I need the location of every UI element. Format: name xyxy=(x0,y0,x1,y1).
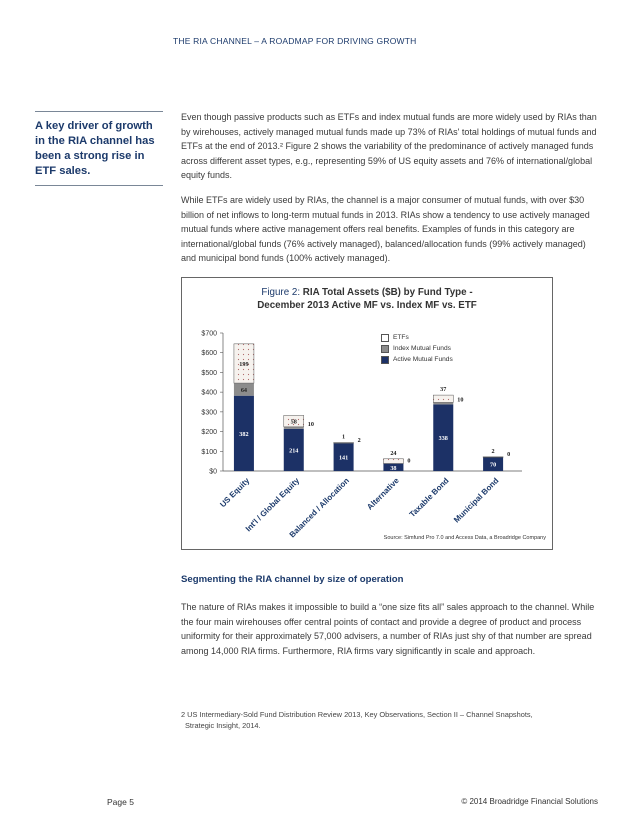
y-tick-label: $100 xyxy=(201,448,217,456)
data-label: 10 xyxy=(457,396,464,404)
y-tick-label: $0 xyxy=(209,468,217,476)
y-tick-label: $500 xyxy=(201,369,217,377)
legend-entry xyxy=(381,343,453,354)
y-tick-label: $400 xyxy=(201,389,217,397)
data-label: 24 xyxy=(390,449,397,457)
bar-segment xyxy=(284,427,304,429)
data-label: 58 xyxy=(290,418,297,426)
paragraph-2: While ETFs are widely used by RIAs, the channel is a major consumer of mutual funds, with over $30 billion of net inflows to long-term mutual funds in 2013. RIAs show a tendency to use actively managed mutual funds where active management offers real benefits. Examples of funds in this category are international/global funds (76% actively managed), balanced/allocation funds (99% actively managed) and municipal bond funds (100% actively managed). xyxy=(181,195,590,264)
paragraph-3: The nature of RIAs makes it impossible to build a “one size fits all” sales approach to the channel. While the four main wirehouses offer central points of contact and provide a degree of product and process uniformity for their approximately 57,000 advisers, a number of RIAs just shy of that number are spread among 14,000 RIA firms. Furthermore, RIA firms vary significantly in scale and approach. xyxy=(181,602,595,656)
legend-swatch xyxy=(381,345,389,353)
chart-legend xyxy=(381,332,453,365)
running-header: THE RIA CHANNEL – A ROADMAP FOR DRIVING GROWTH xyxy=(173,36,417,46)
figure-title-line1: RIA Total Assets ($B) by Fund Type - xyxy=(302,287,473,298)
figure-title-line2: December 2013 Active MF vs. Index MF vs. ETF xyxy=(257,300,477,311)
data-label: 1 xyxy=(342,433,346,441)
bar-segment xyxy=(383,459,403,464)
bar-segment xyxy=(334,443,354,444)
data-label: 64 xyxy=(240,386,248,394)
data-label: 38 xyxy=(390,464,397,472)
callout-text: A key driver of growth in the RIA channel has been a strong rise in ETF sales. xyxy=(35,120,155,177)
bar-segment xyxy=(483,457,503,458)
data-label: 382 xyxy=(239,430,249,438)
callout-bottom-rule xyxy=(35,185,163,186)
page-number: Page 5 xyxy=(107,797,134,807)
data-label: 10 xyxy=(307,420,314,428)
x-tick-label: Int'l / Global Equity xyxy=(243,476,302,534)
x-tick-label: Alternative xyxy=(365,476,401,512)
bar-chart xyxy=(182,278,552,549)
footnote xyxy=(181,709,601,731)
bar-segment xyxy=(433,395,453,402)
y-tick-label: $600 xyxy=(201,350,217,358)
footnote-line2: Strategic Insight, 2014. xyxy=(185,721,261,730)
data-label: 0 xyxy=(407,457,411,465)
data-label: 141 xyxy=(338,454,349,462)
copyright: © 2014 Broadridge Financial Solutions xyxy=(461,797,598,806)
legend-label: Active Mutual Funds xyxy=(393,356,453,363)
x-tick-label: Municipal Bond xyxy=(452,476,501,525)
figure-label: Figure 2: xyxy=(261,287,301,298)
data-label: 0 xyxy=(507,451,511,459)
y-tick-label: $300 xyxy=(201,409,217,417)
legend-entry xyxy=(381,332,453,343)
legend-label: ETFs xyxy=(393,334,409,341)
legend-entry xyxy=(381,354,453,365)
legend-label: Index Mutual Funds xyxy=(393,345,451,352)
section-heading: Segmenting the RIA channel by size of operation xyxy=(181,574,404,585)
x-tick-label: Balanced / Allocation xyxy=(287,476,352,540)
paragraph-1: Even though passive products such as ETFs and index mutual funds are more widely used by RIAs than by wirehouses, actively managed mutual funds made up 73% of RIAs' total holdings of mutual funds and ETFs at the end of 2013.² Figure 2 shows the variability of the predominance of actively managed funds across different asset types, e.g., representing 59% of US equity assets and 76% of international/global equity funds. xyxy=(181,112,597,181)
bar-segment xyxy=(433,402,453,404)
y-tick-label: $700 xyxy=(201,330,217,338)
y-tick-label: $200 xyxy=(201,429,217,437)
x-tick-label: US Equity xyxy=(218,476,252,510)
legend-swatch xyxy=(381,334,389,342)
data-label: 70 xyxy=(490,461,497,469)
x-tick-label: Taxable Bond xyxy=(407,476,451,520)
figure-2 xyxy=(181,277,553,550)
data-label: 2 xyxy=(357,436,361,444)
data-label: 214 xyxy=(289,447,299,455)
legend-swatch xyxy=(381,356,389,364)
figure-source: Source: Simfund Pro 7.0 and Access Data, a Broadridge Company xyxy=(383,535,546,541)
data-label: 199 xyxy=(239,360,249,368)
data-label: 37 xyxy=(440,386,447,394)
sidebar-callout xyxy=(35,111,163,186)
data-label: 2 xyxy=(491,447,495,455)
data-label: 338 xyxy=(438,435,448,443)
footnote-line1: 2 US Intermediary-Sold Fund Distribution Review 2013, Key Observations, Section II – Channel Snapshots, xyxy=(181,710,533,719)
